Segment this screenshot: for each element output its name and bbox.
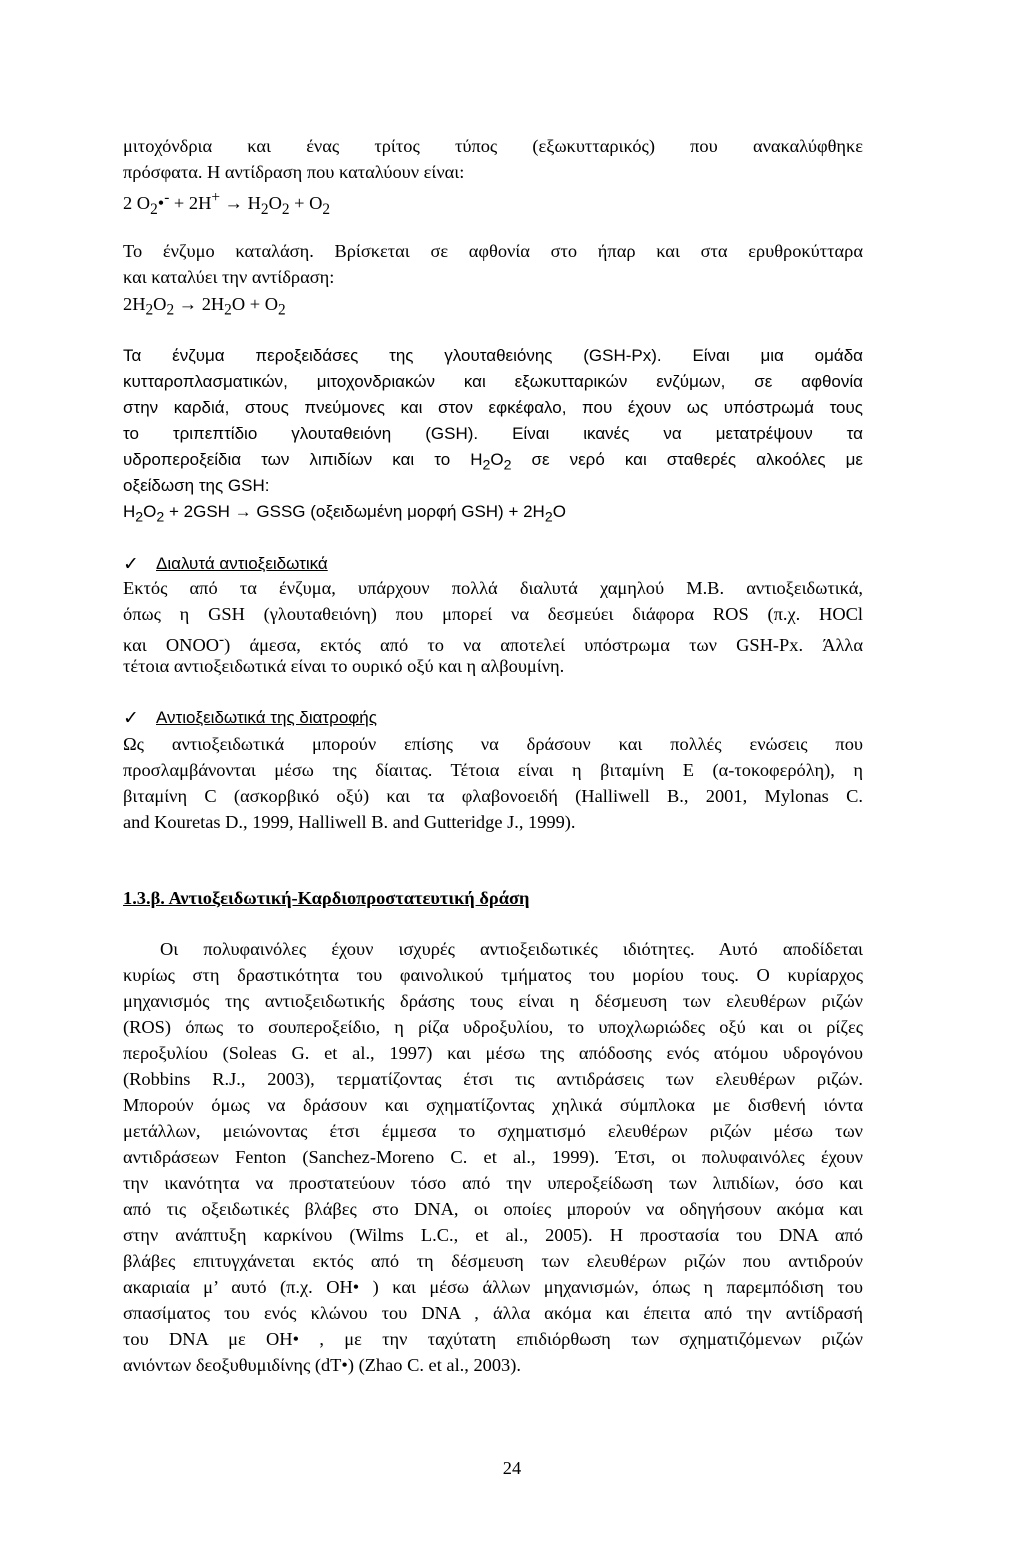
paragraph-line: και ONOO-) άμεσα, εκτός από το να αποτελεί υπόστρωμα των GSH-Px. Άλλα: [123, 631, 863, 656]
subheading-soluble-antioxidants: Διαλυτά αντιοξειδωτικά: [156, 554, 328, 573]
paragraph-line: του DNA με OH• , με την ταχύτατη επιδιόρθωση των σχηματιζόμενων ριζών: [123, 1329, 863, 1349]
paragraph-line: ακαριαία μ’ αυτό (π.χ. OH• ) και μέσω άλλων μηχανισμών, όπως η παρεμπόδιση του: [123, 1277, 863, 1297]
paragraph-line: βιταμίνη C (ασκορβικό οξύ) και τα φλαβονοειδή (Halliwell B., 2001, Mylonas C.: [123, 786, 863, 806]
paragraph-line: την ικανότητα να προστατεύουν τόσο από την υπεροξείδωση των λιπιδίων, όσο και: [123, 1173, 863, 1193]
paragraph-line: Τα ένζυμα περοξειδάσες της γλουταθειόνης (GSH-Px). Είναι μια ομάδα: [123, 346, 863, 365]
paragraph-line: and Kouretas D., 1999, Halliwell B. and Gutteridge J., 1999).: [123, 812, 576, 832]
paragraph-line: Το ένζυμο καταλάση. Βρίσκεται σε αφθονία στο ήπαρ και στα ερυθροκύτταρα: [123, 241, 863, 261]
checkmark-icon: ✓: [123, 707, 139, 729]
paragraph-line: σπασίματος του ενός κλώνου του DNA , άλλα ακόμα και έπειτα από την αντίδρασή: [123, 1303, 863, 1323]
paragraph-line: στην καρδιά, στους πνεύμονες και στον εφκέφαλο, που έχουν ως υπόστρωμά τους: [123, 398, 863, 417]
paragraph-line: οξείδωση της GSH:: [123, 476, 270, 495]
paragraph-line: το τριπεπτίδιο γλουταθειόνη (GSH). Είναι ικανές να μετατρέψουν τα: [123, 424, 863, 443]
paragraph-line: μετάλλων, μειώνοντας έτσι έμμεσα το σχηματισμό ελευθέρων ριζών μέσω των: [123, 1121, 863, 1141]
paragraph-line: κυτταροπλασματικών, μιτοχονδριακών και εξωκυτταρικών ενζύμων, σε αφθονία: [123, 372, 863, 391]
paragraph-line: μιτοχόνδρια και ένας τρίτος τύπος (εξωκυτταρικός) που ανακαλύφθηκε: [123, 136, 863, 156]
checkmark-icon: ✓: [123, 553, 139, 575]
paragraph-line: και καταλύει την αντίδραση:: [123, 267, 335, 287]
paragraph-line: (Robbins R.J., 2003), τερματίζοντας έτσι τις αντιδράσεις των ελευθέρων ριζών.: [123, 1069, 863, 1089]
paragraph-line: Ως αντιοξειδωτικά μπορούν επίσης να δράσουν και πολλές ενώσεις που: [123, 734, 863, 754]
catalase-equation: $2H_2O_2 \to 2H_2O + O_2$: [123, 294, 286, 319]
paragraph-line: τέτοια αντιοξειδωτικά είναι το ουρικό οξύ και η αλβουμίνη.: [123, 656, 565, 676]
paragraph-line: όπως η GSH (γλουταθειόνη) που μπορεί να δεσμεύει διάφορα ROS (π.χ. HOCl: [123, 604, 863, 624]
paragraph-line: κυρίως στη δραστικότητα του φαινολικού τμήματος του μορίου τους. Ο κυρίαρχος: [123, 965, 863, 985]
paragraph-line: ανιόντων δεοξυθυμιδίνης (dT•) (Zhao C. et al., 2003).: [123, 1355, 521, 1375]
glutathione-peroxidase-equation: $H_2O_2 + 2GSH$ → GSSG (οξειδωμένη μορφή $GSH) + 2H_2O$: [123, 502, 566, 526]
paragraph-line: (ROS) όπως το σουπεροξείδιο, η ρίζα υδροξυλίου, το υποχλωριώδες οξύ και οι ρίζες: [123, 1017, 863, 1037]
paragraph-line: πρόσφατα. Η αντίδραση που καταλύουν είναι:: [123, 162, 465, 182]
paragraph-line: βλάβες επιτυγχάνεται εκτός από τη δέσμευση των ελευθέρων ριζών που αντιδρούν: [123, 1251, 863, 1271]
paragraph-line: από τις οξειδωτικές βλάβες στο DNA, οι οποίες μπορούν να οδηγήσουν ακόμα και: [123, 1199, 863, 1219]
paragraph-line: στην ανάπτυξη καρκίνου (Wilms L.C., et al., 2005). Η προστασία του DNA από: [123, 1225, 863, 1245]
paragraph-line: προσλαμβάνονται μέσω της δίαιτας. Τέτοια είναι η βιταμίνη Ε (α-τοκοφερόλη), η: [123, 760, 863, 780]
paragraph-line: Εκτός από τα ένζυμα, υπάρχουν πολλά διαλυτά χαμηλού Μ.Β. αντιοξειδωτικά,: [123, 578, 863, 598]
page-number: 24: [502, 1458, 522, 1478]
paragraph-line: υδροπεροξείδια των λιπιδίων και το $H_2O_2$ σε νερό και σταθερές αλκοόλες με: [123, 450, 863, 474]
paragraph-line: περοξυλίου (Soleas G. et al., 1997) και μέσω της απόδοσης ενός ατόμου υδρογόνου: [123, 1043, 863, 1063]
superoxide-dismutase-equation: 2 $O_2•^- + 2H^+ \to H_2O_2 + O_2$: [123, 189, 331, 218]
paragraph-line: μηχανισμός της αντιοξειδωτικής δράσης τους είναι η δέσμευση των ελευθέρων ριζών: [123, 991, 863, 1011]
paragraph-line: αντιδράσεων Fenton (Sanchez-Moreno C. et al., 1999). Έτσι, οι πολυφαινόλες έχουν: [123, 1147, 863, 1167]
section-heading: 1.3.β. Αντιοξειδωτική-Καρδιοπροστατευτική δράση: [123, 888, 530, 908]
paragraph-line: Μπορούν όμως να δράσουν και σχηματίζοντας χηλικά σύμπλοκα με δισθενή ιόντα: [123, 1095, 863, 1115]
paragraph-line: Οι πολυφαινόλες έχουν ισχυρές αντιοξειδωτικές ιδιότητες. Αυτό αποδίδεται: [160, 939, 863, 959]
subheading-diet-antioxidants: Αντιοξειδωτικά της διατροφής: [156, 708, 377, 727]
